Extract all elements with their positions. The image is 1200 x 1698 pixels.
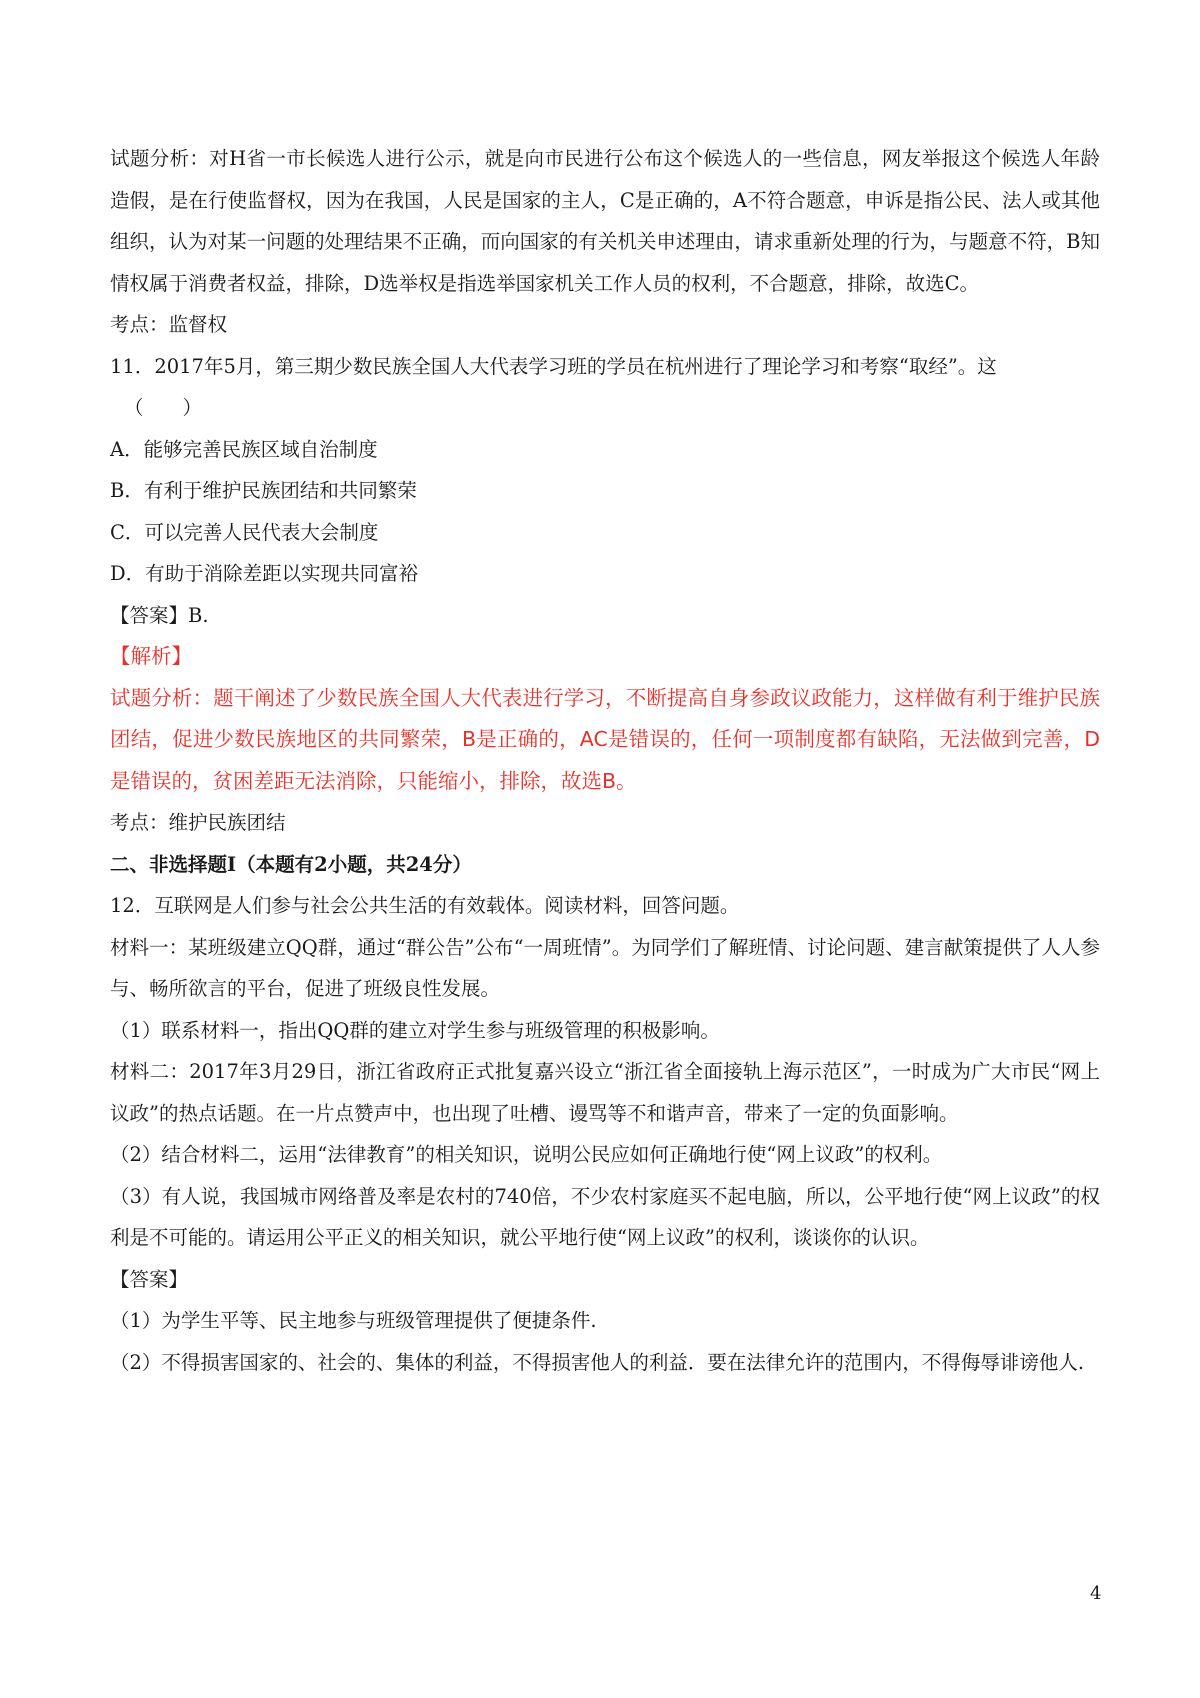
- q12-sub-3: （3）有人说，我国城市网络普及率是农村的740倍，不少农村家庭买不起电脑，所以，公平地行使“网上议政”的权利是不可能的。请运用公平正义的相关知识，就公平地行使“网上议政”的权利，谈谈你的认识。: [110, 1184, 1100, 1249]
- q10-point: 考点：监督权: [110, 313, 228, 336]
- section-title: 二、非选择题Ⅰ（本题有2小题，共24分）: [110, 852, 472, 876]
- q10-analysis: 试题分析：对H省一市长候选人进行公示，就是向市民进行公布这个候选人的一些信息，网友举报这个候选人年龄造假，是在行使监督权，因为在我国，人民是国家的主人，C是正确的，A不符合题意，申诉是指公民、法人或其他组织，认为对某一问题的处理结果不正确，而向国家的有关机关申述理由，请求重新处理的行为，与题意不符，B知情权属于消费者权益，排除，D选举权是指选举国家机关工作人员的权利，不合题意，排除，故选C。: [110, 147, 1100, 295]
- q12-answer-1: （1）为学生平等、民主地参与班级管理提供了便捷条件.: [110, 1309, 597, 1332]
- q12-material-1: 材料一：某班级建立QQ群，通过“群公告”公布“一周班情”。为同学们了解班情、讨论问题、建言献策提供了人人参与、畅所欲言的平台，促进了班级良性发展。: [110, 935, 1100, 1000]
- q11-answer: 【答案】B.: [110, 603, 209, 627]
- q11-analysis-label: 【解析】: [110, 644, 192, 668]
- q12-sub-2: （2）结合材料二，运用“法律教育”的相关知识，说明公民应如何正确地行使“网上议政”的权利。: [110, 1143, 943, 1166]
- page-number: 4: [1090, 1583, 1102, 1604]
- q12-sub-1: （1）联系材料一，指出QQ群的建立对学生参与班级管理的积极影响。: [110, 1018, 720, 1042]
- document-page: [110, 138, 1100, 1383]
- q11-stem: 11．2017年5月，第三期少数民族全国人大代表学习班的学员在杭州进行了理论学习和考察“取经”。这: [110, 354, 997, 378]
- q11-option-a: A．能够完善民族区域自治制度: [110, 437, 378, 461]
- q11-point: 考点：维护民族团结: [110, 811, 286, 834]
- q11-analysis: 试题分析：题干阐述了少数民族全国人大代表进行学习，不断提高自身参政议政能力，这样做有利于维护民族团结，促进少数民族地区的共同繁荣，B是正确的，AC是错误的，任何一项制度都有缺陷，无法做到完善，D是错误的，贫困差距无法消除，只能缩小，排除，故选B。: [110, 685, 1100, 793]
- q11-option-d: D．有助于消除差距以实现共同富裕: [110, 562, 419, 585]
- q11-option-c: C．可以完善人民代表大会制度: [110, 520, 379, 544]
- q12-stem: 12．互联网是人们参与社会公共生活的有效载体。阅读材料，回答问题。: [110, 894, 740, 917]
- q11-bracket: （ ）: [124, 396, 203, 419]
- q12-answer-label: 【答案】: [110, 1267, 189, 1291]
- q12-answer-2: （2）不得损害国家的、社会的、集体的利益，不得损害他人的利益．要在法律允许的范围内，不得侮辱诽谤他人.: [110, 1350, 1085, 1374]
- q11-option-b: B．有利于维护民族团结和共同繁荣: [110, 479, 417, 502]
- q12-material-2: 材料二：2017年3月29日，浙江省政府正式批复嘉兴设立“浙江省全面接轨上海示范区”，一时成为广大市民“网上议政”的热点话题。在一片点赞声中，也出现了吐槽、谩骂等不和谐声音，带来了一定的负面影响。: [110, 1060, 1100, 1125]
